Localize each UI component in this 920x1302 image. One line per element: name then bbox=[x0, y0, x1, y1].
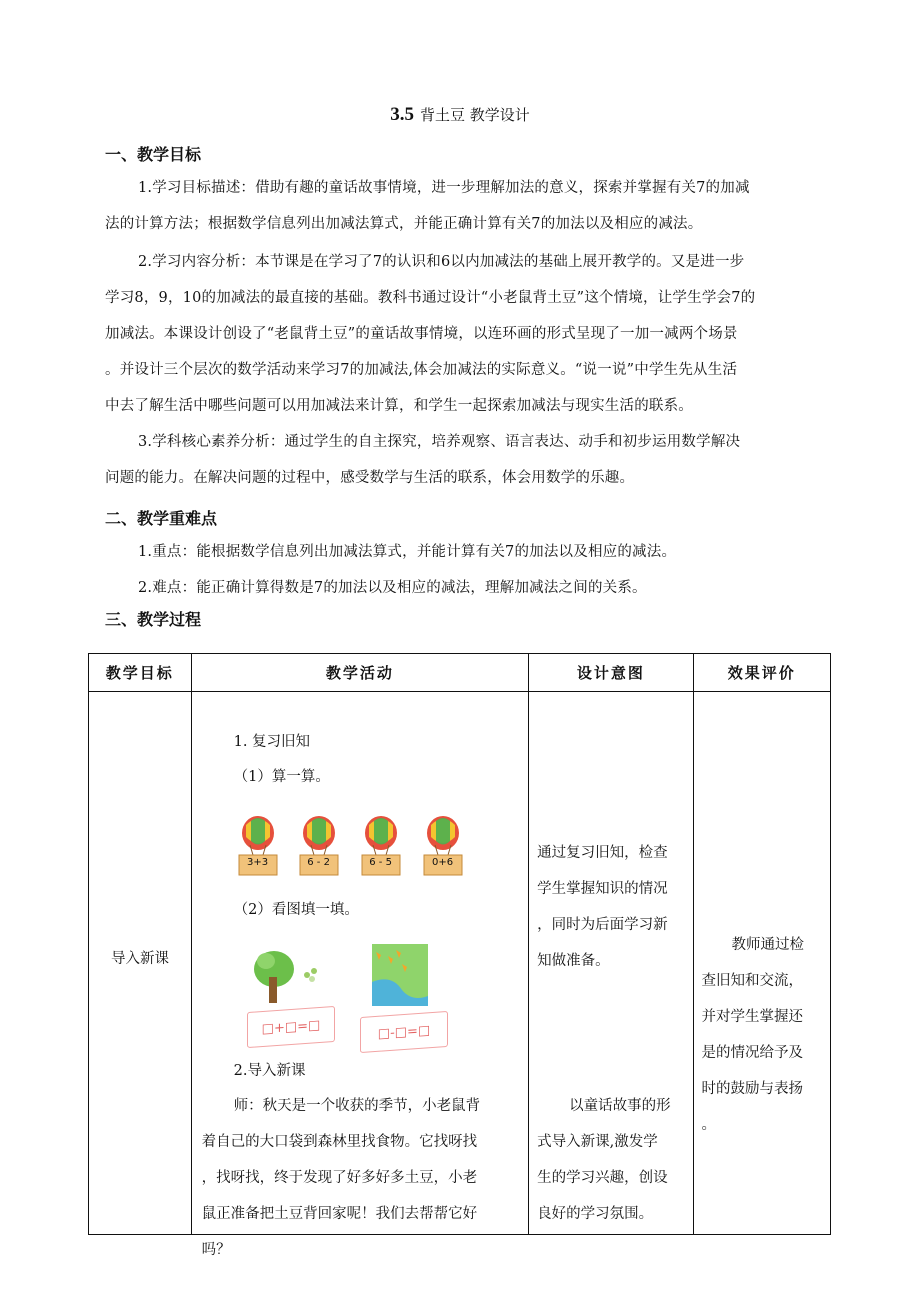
fill-prompt: （2）看图填一填。 bbox=[233, 902, 359, 918]
text-line: 3.学科核心素养分析：通过学生的自主探究，培养观察、语言表达、动手和初步运用数学解决 bbox=[138, 434, 741, 450]
balloon-icon bbox=[422, 815, 464, 881]
title-number: 3.5 bbox=[390, 104, 414, 125]
balloon-icon bbox=[298, 815, 340, 881]
header-intent: 设计意图 bbox=[529, 654, 693, 692]
text-line: 良好的学习氛围。 bbox=[537, 1206, 654, 1222]
text-line: 时的鼓励与表扬 bbox=[701, 1081, 804, 1097]
section-1-heading: 一、教学目标 bbox=[105, 145, 202, 164]
addition-fill-card[interactable]: □+□=□ bbox=[247, 1006, 335, 1048]
section-2-body bbox=[105, 534, 815, 606]
section-2-heading: 二、教学重难点 bbox=[105, 509, 218, 528]
title-text: 背土豆 教学设计 bbox=[419, 106, 530, 124]
section-3-heading: 三、教学过程 bbox=[105, 610, 202, 629]
evaluation-text bbox=[702, 927, 805, 1143]
balloon-icon bbox=[360, 815, 402, 881]
header-evaluation: 效果评价 bbox=[693, 654, 830, 692]
text-line: 通过复习旧知，检查 bbox=[537, 845, 668, 861]
text-line: 中去了解生活中哪些问题可以用加减法来计算，和学生一起探索加减法与现实生活的联系。 bbox=[105, 398, 693, 414]
text-line: 并对学生掌握还 bbox=[701, 1009, 804, 1025]
teaching-process-table bbox=[88, 653, 831, 1258]
header-activity: 教学活动 bbox=[191, 654, 529, 692]
text-line: ，找呀找，终于发现了好多好多土豆，小老 bbox=[201, 1170, 478, 1186]
tree-picture bbox=[252, 947, 332, 1011]
balloon-card-1 bbox=[237, 815, 279, 881]
section-1-paragraph-1 bbox=[105, 170, 815, 242]
text-line: 鼠正准备把土豆背回家呢！我们去帮帮它好 bbox=[201, 1206, 478, 1222]
text-line: 。并设计三个层次的数学活动来学习7的加减法,体会加减法的实际意义。“说一说”中学生先从生活 bbox=[105, 362, 738, 378]
balloon-card-3 bbox=[360, 815, 402, 881]
text-line: 2.难点：能正确计算得数是7的加法以及相应的减法，理解加减法之间的关系。 bbox=[138, 580, 647, 596]
text-line: 2.学习内容分析：本节课是在学习了7的认识和6以内加减法的基础上展开教学的。又是进一步 bbox=[138, 254, 745, 270]
table-row bbox=[89, 692, 831, 1235]
text-line: 知做准备。 bbox=[537, 953, 610, 969]
map-icon bbox=[372, 944, 428, 1006]
text-line: 法的计算方法；根据数学信息列出加减法算式，并能正确计算有关7的加法以及相应的减法。 bbox=[105, 216, 703, 232]
section-1-paragraph-3 bbox=[105, 424, 815, 496]
text-line: 1.学习目标描述：借助有趣的童话故事情境，进一步理解加法的意义，探索并掌握有关7的加减 bbox=[138, 180, 750, 196]
subtraction-fill-card[interactable]: □-□=□ bbox=[360, 1011, 448, 1053]
balloon-expression: 6 - 5 bbox=[369, 857, 392, 868]
calc-prompt: （1）算一算。 bbox=[233, 769, 330, 785]
intent-cell bbox=[529, 692, 693, 1235]
balloon-icon bbox=[237, 815, 279, 881]
text-line: 以童话故事的形 bbox=[569, 1098, 671, 1114]
text-line: 式导入新课,激发学 bbox=[537, 1134, 658, 1150]
balloon-card-4 bbox=[422, 815, 464, 881]
section-1-paragraph-2 bbox=[105, 244, 815, 424]
text-line: 着自己的大口袋到森林里找食物。它找呀找 bbox=[201, 1134, 478, 1150]
evaluation-cell bbox=[693, 692, 830, 1235]
goal-cell bbox=[89, 692, 192, 1235]
text-line: 问题的能力。在解决问题的过程中，感受数学与生活的联系，体会用数学的乐趣。 bbox=[105, 470, 635, 486]
text-line: 教师通过检 bbox=[731, 937, 805, 953]
tree-icon bbox=[252, 947, 332, 1007]
review-heading: 1. 复习旧知 bbox=[233, 734, 311, 750]
text-line: 。 bbox=[701, 1117, 717, 1133]
header-goal: 教学目标 bbox=[89, 654, 192, 692]
text-line: ，同时为后面学习新 bbox=[537, 917, 668, 933]
text-line: 1.重点：能根据数学信息列出加减法算式，并能计算有关7的加法以及相应的减法。 bbox=[138, 544, 677, 560]
text-line: 吗？ bbox=[201, 1242, 231, 1258]
text-line: 学习8，9，10的加减法的最直接的基础。教科书通过设计“小老鼠背土豆”这个情境，让学生学会7的 bbox=[105, 290, 756, 306]
balloon-expression: 3+3 bbox=[247, 857, 269, 868]
goal-text: 导入新课 bbox=[111, 951, 169, 967]
story-paragraph bbox=[202, 1088, 528, 1268]
text-line: 是的情况给予及 bbox=[701, 1045, 804, 1061]
table-header-row bbox=[89, 654, 831, 692]
text-line: 学生掌握知识的情况 bbox=[537, 881, 668, 897]
intro-heading: 2.导入新课 bbox=[233, 1063, 306, 1079]
intent-intro bbox=[537, 1088, 671, 1232]
intent-review bbox=[537, 835, 668, 979]
text-line: 查旧知和交流， bbox=[701, 973, 804, 989]
text-line: 加减法。本课设计创设了“老鼠背土豆”的童话故事情境，以连环画的形式呈现了一加一减两个场景 bbox=[105, 326, 738, 342]
text-line: 生的学习兴趣，创设 bbox=[537, 1170, 668, 1186]
balloon-expression: 6 - 2 bbox=[307, 857, 330, 868]
activity-cell bbox=[191, 692, 529, 1258]
map-picture bbox=[372, 944, 428, 1010]
document-title bbox=[0, 104, 920, 126]
text-line: 师：秋天是一个收获的季节，小老鼠背 bbox=[233, 1098, 481, 1114]
balloon-card-2 bbox=[298, 815, 340, 881]
balloon-expression: 0+6 bbox=[432, 857, 454, 868]
